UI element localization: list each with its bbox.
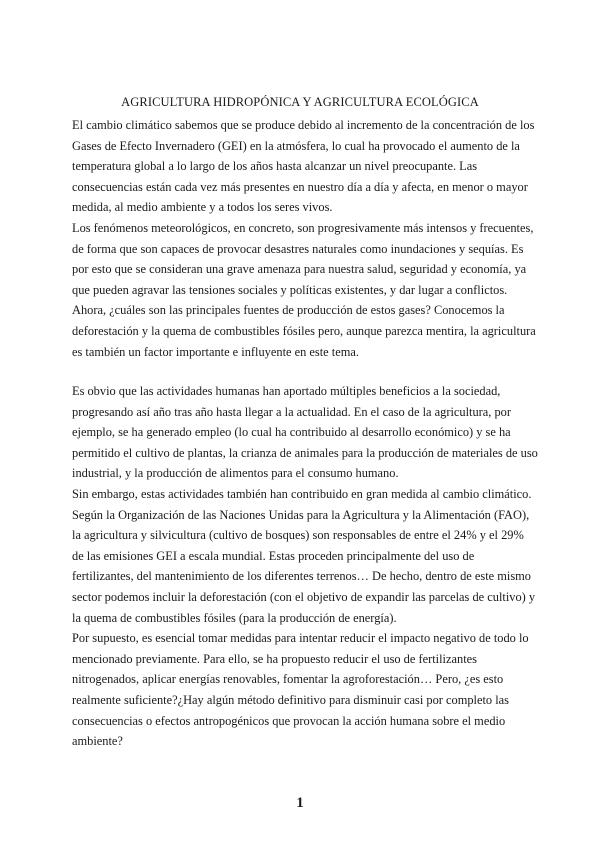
text-line: Sin embargo, estas actividades también han contribuido en gran medida al cambio climático.: [72, 486, 532, 501]
paragraph-emissions: [72, 484, 536, 628]
text-line: Es obvio que las actividades humanas han aportado múltiples beneficios a la sociedad,: [72, 384, 501, 398]
text-line: ambiente?: [72, 734, 123, 749]
paragraph-benefits: [72, 381, 538, 484]
text-line: la agricultura y silvicultura (cultivo de bosques) son responsables de entre el 24% y el 29%: [72, 528, 524, 543]
text-line: permitido el cultivo de plantas, la crianza de animales para la producción de materiales de uso: [72, 445, 538, 460]
text-line: ejemplo, se ha generado empleo (lo cual ha contribuido al desarrollo económico) y se ha: [72, 425, 511, 440]
text-line: por esto que se consideran una grave amenaza para nuestra salud, seguridad y economía, ya: [72, 262, 527, 277]
text-line: consecuencias están cada vez más presentes en nuestro día a día y afecta, en menor o mayor: [72, 179, 528, 194]
text-line: Según la Organización de las Naciones Unidas para la Agricultura y la Alimentación (FAO),: [72, 507, 530, 522]
text-line: sector podemos incluir la deforestación (con el objetivo de expandir las parcelas de cultivo) y: [72, 589, 536, 604]
text-line: El cambio climático sabemos que se produce debido al incremento de la concentración de los: [72, 118, 535, 132]
paragraph-measures: [72, 628, 530, 752]
document-title: AGRICULTURA HIDROPÓNICA Y AGRICULTURA ECOLÓGICA: [121, 95, 479, 109]
text-line: de las emisiones GEI a escala mundial. Estas proceden principalmente del uso de: [72, 548, 475, 563]
section-intro: [72, 115, 536, 362]
text-line: que pueden agravar las tensiones sociales y políticas existentes, y dar lugar a conflictos.: [72, 282, 508, 297]
text-line: Los fenómenos meteorológicos, en concreto, son progresivamente más intensos y frecuentes,: [72, 220, 534, 235]
paragraph-climate-change: [72, 115, 535, 218]
section-human-activities: [72, 381, 538, 752]
text-line: es también un factor importante e influyente en este tema.: [72, 344, 359, 359]
text-line: consecuencias o efectos antropogénicos que provocan la acción humana sobre el medio: [72, 713, 506, 728]
text-line: temperatura global a lo largo de los años hasta alcanzar un nivel preocupante. Las: [72, 159, 478, 174]
text-line: Gases de Efecto Invernadero (GEI) en la atmósfera, lo cual ha provocado el aumento de la: [72, 138, 520, 153]
text-line: de forma que son capaces de provocar desastres naturales como inundaciones y sequías. Es: [72, 241, 524, 256]
text-line: industrial, y la producción de alimentos para el consumo humano.: [72, 466, 399, 481]
page-number: 1: [296, 795, 304, 811]
text-line: la quema de combustibles fósiles (para la producción de energía).: [72, 610, 397, 625]
text-line: progresando así año tras año hasta llegar a la actualidad. En el caso de la agricultura, por: [72, 404, 511, 419]
text-line: realmente suficiente?¿Hay algún método definitivo para disminuir casi por completo las: [72, 692, 509, 707]
paragraph-weather-phenomena: [72, 218, 534, 300]
paragraph-gas-sources: [72, 300, 536, 362]
text-line: mencionado previamente. Para ello, se ha propuesto reducir el uso de fertilizantes: [72, 651, 477, 666]
text-line: medida, al medio ambiente y a todos los seres vivos.: [72, 200, 333, 215]
text-line: nitrogenados, aplicar energías renovables, fomentar la agroforestación… Pero, ¿es esto: [72, 672, 504, 687]
text-line: deforestación y la quema de combustibles fósiles pero, aunque parezca mentira, la agricultura: [72, 323, 536, 338]
text-line: Ahora, ¿cuáles son las principales fuentes de producción de estos gases? Conocemos la: [72, 303, 505, 318]
text-line: fertilizantes, del mantenimiento de los diferentes terrenos… De hecho, dentro de este mismo: [72, 569, 531, 584]
text-line: Por supuesto, es esencial tomar medidas para intentar reducir el impacto negativo de todo lo: [72, 631, 529, 646]
